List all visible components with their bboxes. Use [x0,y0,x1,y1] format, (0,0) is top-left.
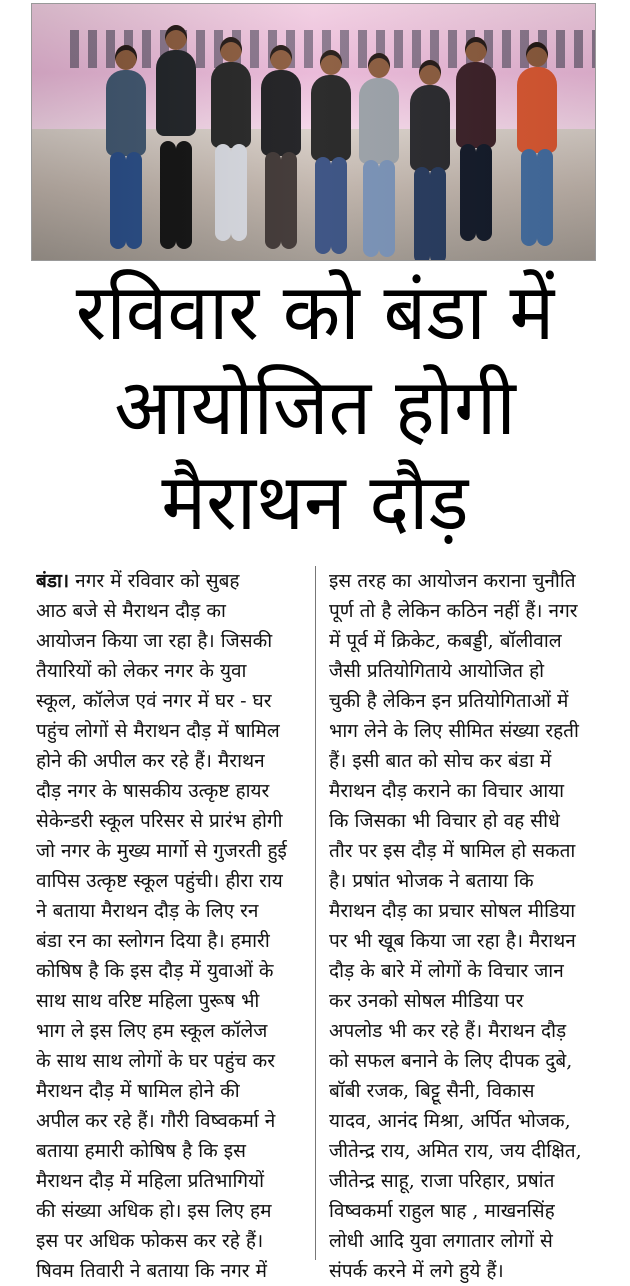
article-line: साथ साथ वरिष्ट महिला पुरूष भी [36,990,260,1012]
article-line: बताया हमारी कोषिष है कि इस [36,1140,246,1162]
column-divider [315,566,316,1260]
article-line: हैं। इसी बात को सोच कर बंडा में [329,750,552,772]
article-line: जीतेन्द्र राय, अमित राय, जय दीक्षित, [329,1140,582,1162]
article-line: होने की अपील कर रहे हैं। मैराथन [36,750,265,772]
article-line: इस पर अधिक फोकस कर रहे हैं। [36,1230,264,1252]
article-left-column [36,566,318,1282]
article-line: षिवम तिवारी ने बताया कि नगर में [36,1260,267,1282]
article-line: दौड़ नगर के षासकीय उत्कृष्ट हायर [36,780,270,802]
article-line: सेकेन्डरी स्कूल परिसर से प्रारंभ होगी [36,810,283,832]
article-line: अपलोड भी कर रहे हैं। मैराथन दौड़ [329,1020,567,1042]
article-line: तैयारियों को लेकर नगर के युवा [36,660,247,682]
article-dateline: बंडा। [36,570,70,592]
article-line: स्कूल, कॉलेज एवं नगर में घर - घर [36,690,272,712]
article-line: जो नगर के मुख्य मार्गो से गुजरती हुई [36,840,287,862]
article-line: के साथ साथ लोगों के घर पहुंच कर [36,1050,276,1072]
article-line-text: नगर में रविवार को सुबह [69,570,240,592]
article-line: तौर पर इस दौड़ में षामिल हो सकता [329,840,576,862]
article-line: मैराथन दौड़ का प्रचार सोषल मीडिया [329,900,576,922]
article-line: दौड़ के बारे में लोगों के विचार जान [329,960,564,982]
article-line: चुकी है लेकिन इन प्रतियोगिताओं में [329,690,569,712]
article-line: विष्वकर्मा राहुल षाह , माखनसिंह [329,1200,555,1222]
article-line: बंडा रन का स्लोगन दिया है। हमारी [36,930,270,952]
article-line: पूर्ण तो है लेकिन कठिन नहीं हैं। नगर [329,600,578,622]
headline [0,266,630,556]
article-line: ने बताया मैराथन दौड़ के लिए रन [36,900,259,922]
article-line: वापिस उत्कृष्ट स्कूल पहुंची। हीरा राय [36,870,283,892]
article-line: कर उनको सोषल मीडिया पर [329,990,524,1012]
article-line: इस तरह का आयोजन कराना चुनौति [329,570,576,592]
article-line: अपील कर रहे हैं। गौरी विष्वकर्मा ने [36,1110,276,1132]
article-right-column [329,566,609,1282]
article-line: में पूर्व में क्रिकेट, कबड्डी, बॉलीवाल [329,630,562,652]
article-line [36,566,318,596]
headline-line: रविवार को बंडा में [75,268,555,358]
article-line: कि जिसका भी विचार हो वह सीधे [329,810,560,832]
article-line: जीतेन्द्र साहू, राजा परिहार, प्रषांत [329,1170,555,1192]
article-line: है। प्रषांत भोजक ने बताया कि [329,870,534,892]
article-line: भाग ले इस लिए हम स्कूल कॉलेज [36,1020,268,1042]
article-line: मैराथन दौड़ कराने का विचार आया [329,780,565,802]
headline-line: आयोजित होगी [114,363,516,453]
article-line: आठ बजे से मैराथन दौड़ का [36,600,226,622]
article-line: आयोजन किया जा रहा है। जिसकी [36,630,273,652]
article-line: मैराथन दौड़ में षामिल होने की [36,1080,240,1102]
article-line: भाग लेने के लिए सीमित संख्या रहती [329,720,579,742]
photo-shading [32,4,595,260]
article-line: कोषिष है कि इस दौड़ में युवाओं के [36,960,274,982]
article-line: लोधी आदि युवा लगातार लोगों से [329,1230,553,1252]
article-line: जैसी प्रतियोगिताये आयोजित हो [329,660,545,682]
group-photo [31,3,596,261]
article-line: की संख्या अधिक हो। इस लिए हम [36,1200,272,1222]
article-line: संपर्क करने में लगे हुये हैं। [329,1260,504,1282]
article-line: को सफल बनाने के लिए दीपक दुबे, [329,1050,573,1072]
article-line: यादव, आनंद मिश्रा, अर्पित भोजक, [329,1110,571,1132]
article-line: बॉबी रजक, बिट्टू सैनी, विकास [329,1080,535,1102]
article-line: मैराथन दौड़ में महिला प्रतिभागियों [36,1170,265,1192]
article-line: पहुंच लोगों से मैराथन दौड़ में षामिल [36,720,280,742]
headline-line: मैराथन दौड़ [161,458,469,548]
article-line: पर भी खूब किया जा रहा है। मैराथन [329,930,576,952]
